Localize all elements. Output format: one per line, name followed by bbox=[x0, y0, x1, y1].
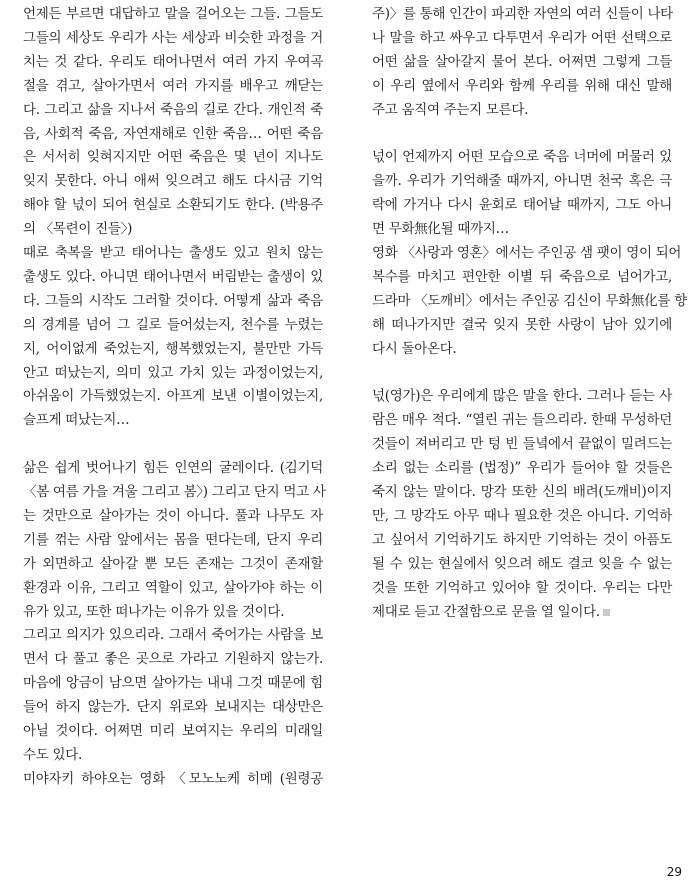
text-line bbox=[23, 432, 323, 456]
end-mark-icon bbox=[603, 609, 610, 616]
text-line: 복수를 마치고 편안한 이별 뒤 죽음으로 넘어가고, bbox=[372, 268, 672, 285]
text-line: 음, 사회적 죽음, 자연재해로 인한 죽음… 어떤 죽음 bbox=[23, 125, 323, 142]
text-line: 될 수 있는 현실에서 잊으려 해도 결코 잊을 수 없는 bbox=[372, 555, 672, 572]
text-line: 드라마 〈도깨비〉에서는 주인공 김신이 무화無化를 향 bbox=[372, 292, 687, 309]
text-line: 죽지 않는 말이다. 망각 또한 신의 배려(도깨비)이지 bbox=[372, 484, 672, 500]
text-line: 어떤 삶을 살아갈지 물어 본다. 어쩌면 그렇게 그들 bbox=[372, 53, 672, 70]
text-line bbox=[372, 361, 672, 385]
text-line: 유가 있고, 또한 떠나가는 이유가 있을 것이다. bbox=[23, 603, 285, 620]
text-line: 삶은 쉽게 벗어나기 힘든 인연의 굴레이다. (김기덕 bbox=[23, 460, 323, 477]
text-line: 때로 축복을 받고 태어나는 출생도 있고 원치 않는 bbox=[23, 245, 323, 261]
text-line: 안고 떠났는지, 의미 있고 가치 있는 과정이었는지, bbox=[23, 364, 323, 381]
text-line: 이 우리 옆에서 우리와 함께 우리를 위해 대신 말해 bbox=[372, 77, 672, 94]
text-line: 〈봄 여름 가을 겨울 그리고 봄〉) 그리고 단지 먹고 사 bbox=[23, 484, 326, 500]
text-line: 다시 돌아온다. bbox=[372, 340, 457, 357]
text-line: 언제든 부르면 대답하고 말을 걸어오는 그들. 그들도 bbox=[23, 6, 323, 22]
text-line: 치는 것 같다. 우리도 태어나면서 여러 가지 우여곡 bbox=[23, 53, 323, 70]
text-line: 환경과 이유, 그리고 역할이 있고, 살아가야 하는 이 bbox=[23, 579, 323, 596]
text-line: 영화 〈사랑과 영혼〉에서는 주인공 샘 팻이 영이 되어 bbox=[372, 245, 682, 261]
text-line: 나 말을 하고 싸우고 다투면서 우리가 어떤 선택으로 bbox=[372, 29, 672, 46]
text-line: 주고 움직여 주는지 모른다. bbox=[372, 101, 529, 118]
text-line: 잊지 못한다. 아니 애써 잊으려고 해도 다시금 기억 bbox=[23, 173, 323, 190]
text-line: 그리고 의지가 있으리라. 그래서 죽어가는 사람을 보 bbox=[23, 627, 323, 644]
text-line bbox=[372, 122, 672, 146]
text-line: 제대로 듣고 간절함으로 문을 열 일이다. bbox=[372, 600, 672, 624]
text-line: 슬프게 떠났는지… bbox=[23, 412, 130, 429]
text-line: 주)〉를 통해 인간이 파괴한 자연의 여러 신들이 나타 bbox=[372, 6, 673, 22]
text-line: 넋(영가)은 우리에게 많은 말을 한다. 그러나 듣는 사 bbox=[372, 388, 672, 405]
text-line: 아닐 것이다. 어쩌면 미리 보여지는 우리의 미래일 bbox=[23, 723, 323, 739]
text-line: 면서 다 풀고 좋은 곳으로 가라고 기원하지 않는가. bbox=[23, 651, 323, 668]
text-line: 락에 가거나 다시 윤회로 태어날 때까지, 그도 아니 bbox=[372, 197, 672, 214]
text-line: 다. 그들의 시작도 그러할 것이다. 어떻게 삶과 죽음 bbox=[23, 292, 323, 309]
text-line: 절을 겪고, 살아가면서 여러 가지를 배우고 깨닫는 bbox=[23, 77, 323, 94]
text-line: 마음에 앙금이 남으면 살아가는 내내 그것 때문에 힘 bbox=[23, 675, 323, 692]
text-line: 아쉬움이 가득했었는지. 아프게 보낸 이별이었는지, bbox=[23, 388, 323, 405]
text-line: 출생도 있다. 아니면 태어나면서 버림받는 출생이 있 bbox=[23, 268, 323, 285]
text-line: 넋이 언제까지 어떤 모습으로 죽음 너머에 머물러 있 bbox=[372, 149, 672, 166]
text-line: 의 경계를 넘어 그 길로 들어섰는지, 천수를 누렸는 bbox=[23, 316, 323, 333]
text-line: 을까. 우리가 기억해줄 때까지, 아니면 천국 혹은 극 bbox=[372, 173, 672, 190]
text-line: 람은 매우 적다. “열린 귀는 들으리라. 한때 무성하던 bbox=[372, 412, 672, 429]
text-line: 다. 그리고 삶을 지나서 죽음의 길로 간다. 개인적 죽 bbox=[23, 101, 323, 118]
text-line: 가 외면하고 살아갈 뿐 모든 존재는 그것이 존재할 bbox=[23, 555, 323, 572]
text-line: 미야자키 하야오는 영화 〈모노노케 히메 (원령공 bbox=[23, 770, 323, 787]
text-line: 것들이 져버리고 만 텅 빈 들녘에서 끝없이 밀려드는 bbox=[372, 436, 672, 453]
text-line: 기를 꺾는 사람 앞에서는 몸을 떤다는데, 단지 우리 bbox=[23, 531, 323, 548]
text-line: 고 싶어서 기억하기도 하지만 기억하는 것이 아픔도 bbox=[372, 531, 672, 548]
text-line: 해 떠나가지만 결국 잊지 못한 사랑이 남아 있기에 bbox=[372, 316, 672, 333]
text-line: 의 〈목련이 진들〉) bbox=[23, 221, 133, 238]
text-line: 소리 없는 소리를 (법정)” 우리가 들어야 할 것들은 bbox=[372, 460, 672, 477]
text-line: 들어 하지 않는가. 단지 위로와 보내지는 대상만은 bbox=[23, 699, 323, 716]
page-number: 29 bbox=[666, 865, 682, 879]
text-line: 수도 있다. bbox=[23, 746, 82, 763]
text-line: 만, 그 망각도 아무 때나 필요한 것은 아니다. 기억하 bbox=[372, 507, 672, 524]
text-line: 는 것만으로 살아가는 것이 아니다. 풀과 나무도 자 bbox=[23, 507, 323, 524]
text-line: 것을 또한 기억하고 있어야 할 것이다. 우리는 다만 bbox=[372, 579, 672, 596]
text-line: 해야 할 넋이 되어 현실로 소환되기도 한다. (박용주 bbox=[23, 197, 323, 214]
text-line: 지, 어이없게 죽었는지, 행복했었는지, 불만만 가득 bbox=[23, 340, 323, 357]
text-line: 그들의 세상도 우리가 사는 세상과 비슷한 과정을 거 bbox=[23, 29, 323, 46]
text-line: 은 서서히 잊혀지지만 어떤 죽음은 몇 년이 지나도 bbox=[23, 149, 323, 166]
text-line: 면 무화無化될 때까지… bbox=[372, 221, 509, 238]
